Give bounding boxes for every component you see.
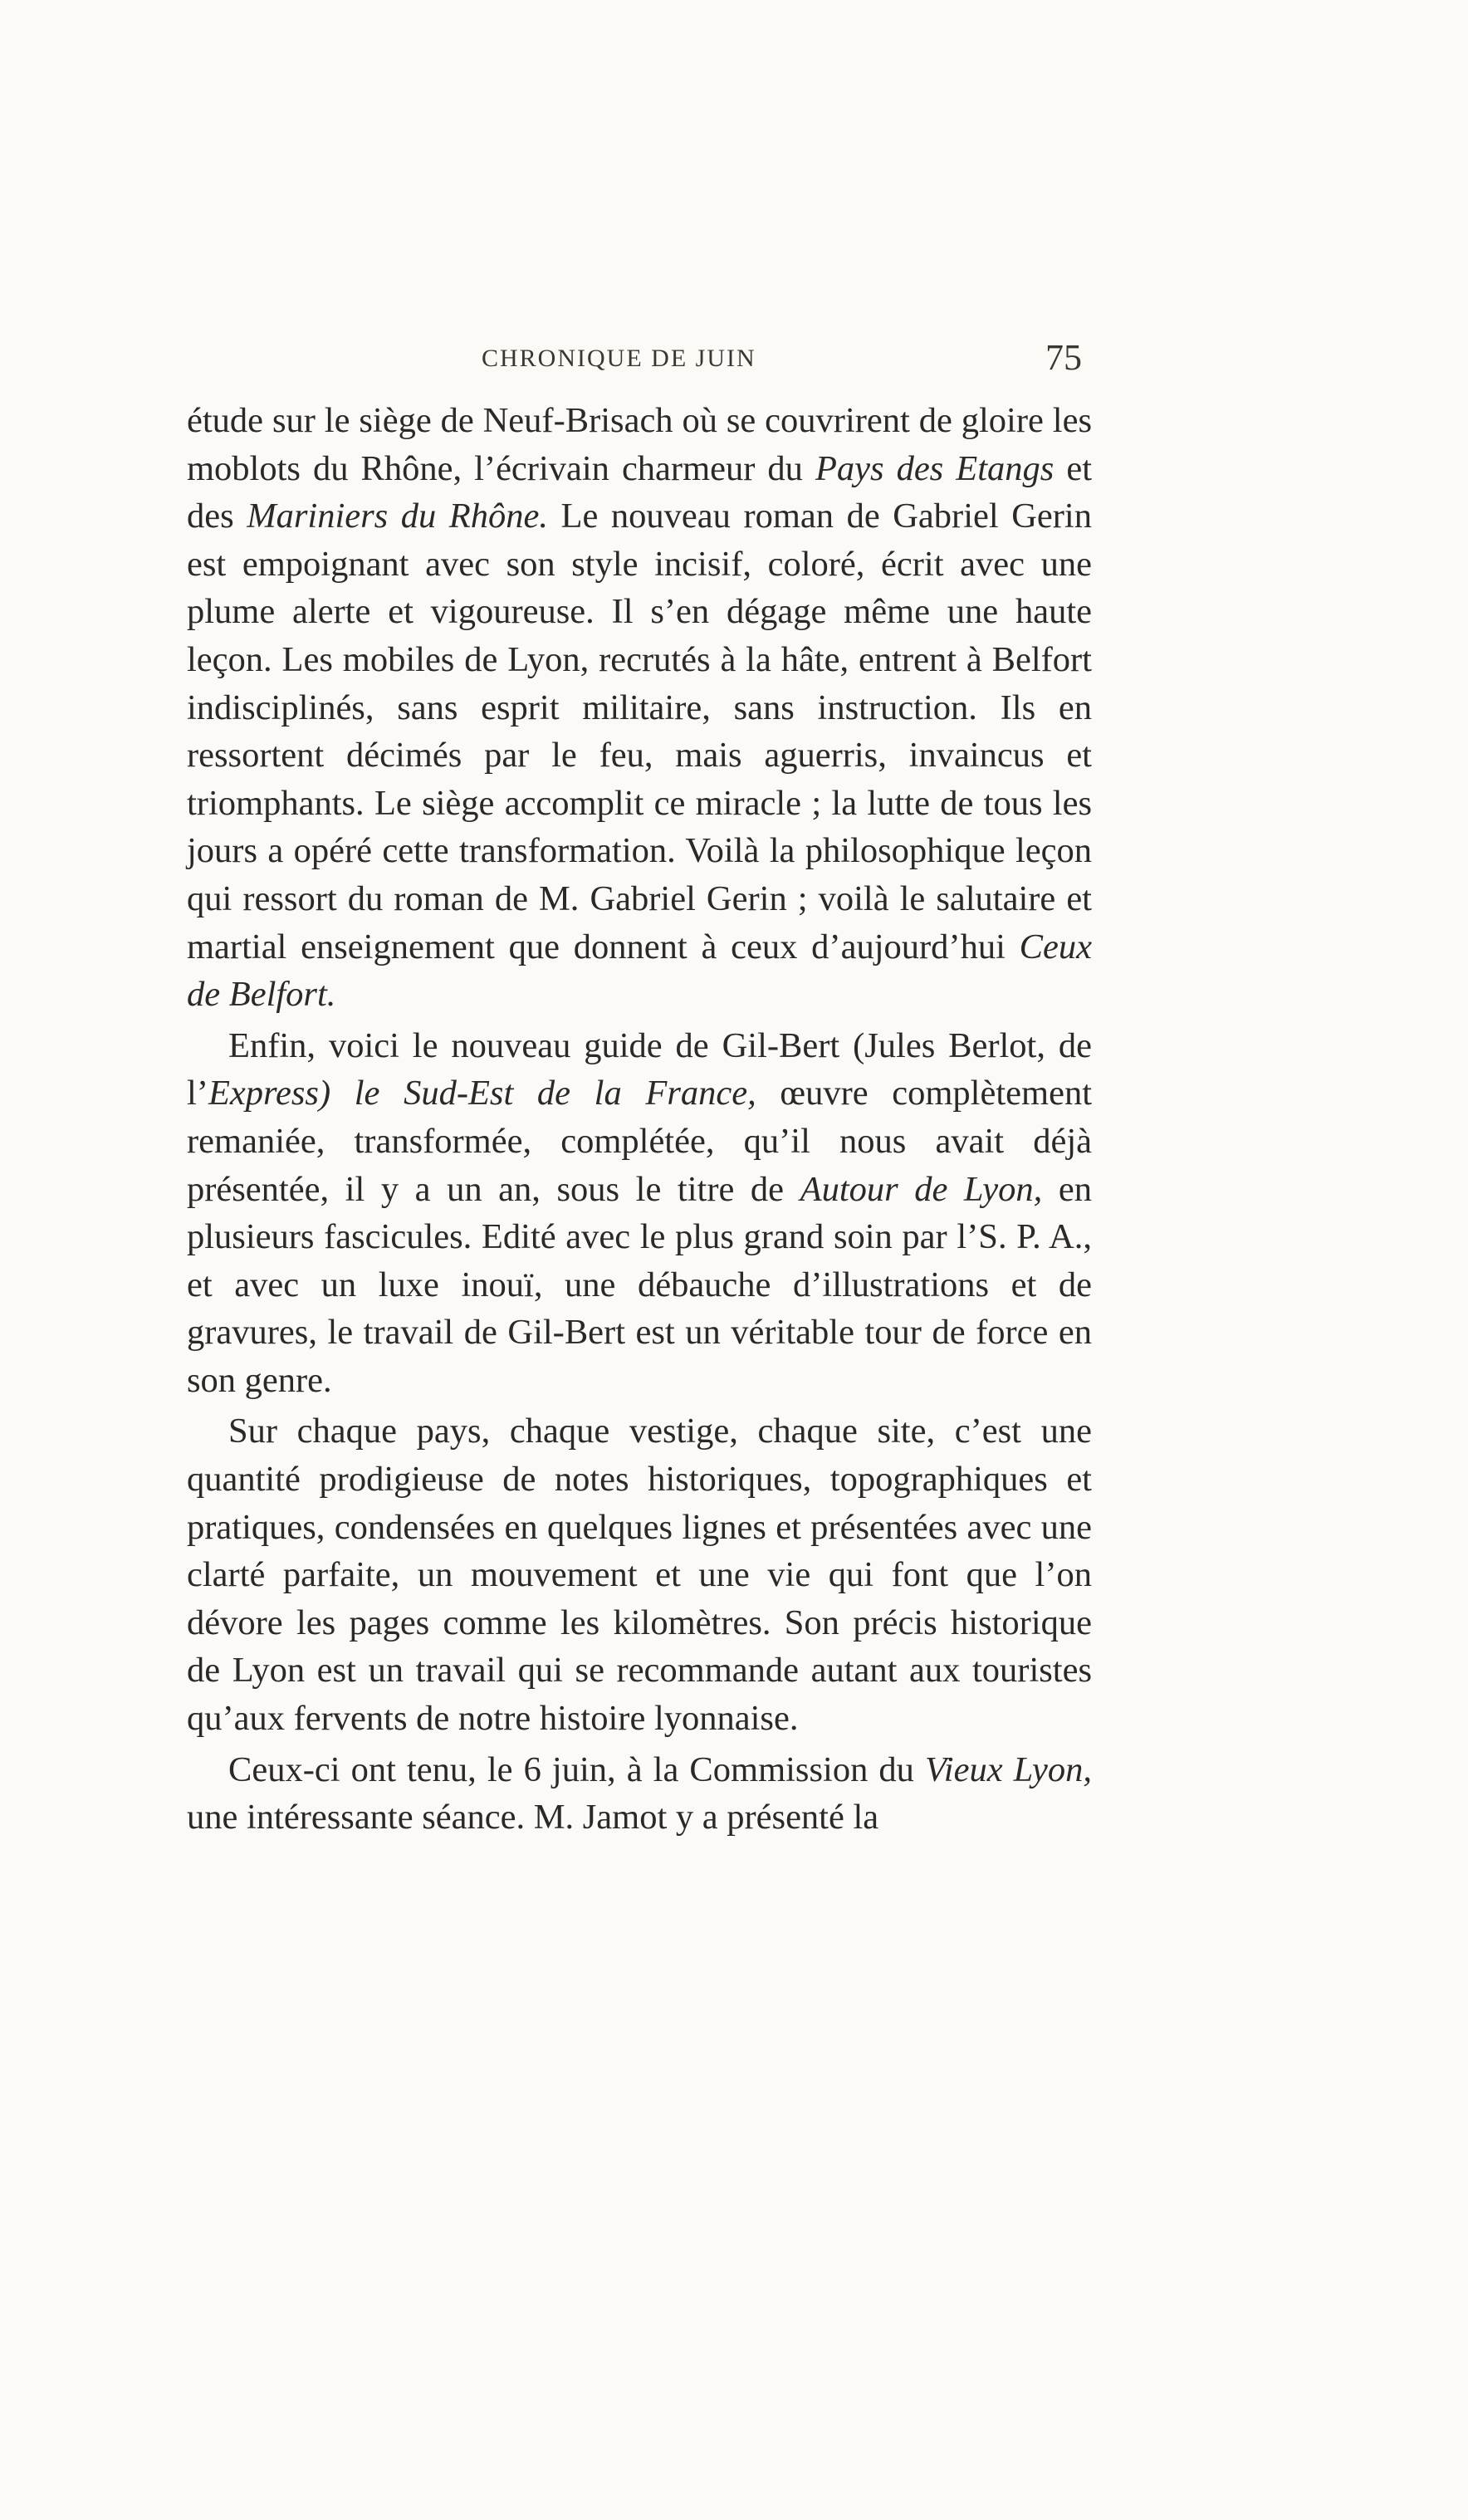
paragraph bbox=[187, 397, 1092, 1019]
text-run: œuvre complètement remaniée, transformée, complétée, qu’il nous avait déjà présentée, il y a un an, sous le titre de bbox=[187, 1074, 1092, 1209]
page-header bbox=[187, 336, 1092, 394]
text-run: une intéressante séance. M. Jamot y a présenté la bbox=[187, 1798, 879, 1837]
paragraph bbox=[187, 1746, 1092, 1842]
paragraph bbox=[187, 1407, 1092, 1742]
text-run: Sur chaque pays, chaque vestige, chaque site, c’est une quantité prodigieuse de notes historiques, topographiques et pratiques, condensées en quelques lignes et présentées avec une clarté parfaite, un mouvement et une vie qui font que l’on dévore les pages comme les kilomètres. Son précis historique de Lyon est un travail qui se recommande autant aux touristes qu’aux fervents de notre histoire lyonnaise. bbox=[187, 1412, 1092, 1739]
text-run: et des bbox=[187, 448, 1093, 536]
italic-title: Mariniers du Rhône. bbox=[247, 497, 548, 536]
italic-title: Vieux Lyon, bbox=[924, 1749, 1092, 1789]
page-number: 75 bbox=[1045, 337, 1082, 378]
text-run: étude sur le siège de Neuf-Brisach où se couvrirent de gloire les moblots du Rhône, l’écrivain charmeur du bbox=[187, 401, 1092, 488]
italic-title: Pays des Etangs bbox=[815, 448, 1055, 488]
paragraph bbox=[187, 1022, 1092, 1405]
text-run: en plusieurs fascicules. Edité avec le plus grand soin par l’S. P. A., et avec un luxe inouï, une débauche d’illustrations et de gravures, le travail de Gil-Bert est un véritable tour de force en son genre. bbox=[187, 1169, 1092, 1400]
italic-title: Express) le Sud-Est de la France, bbox=[208, 1074, 756, 1113]
text-run: Ceux-ci ont tenu, le 6 juin, à la Commission du bbox=[228, 1749, 925, 1789]
text-run: Enfin, voici le nouveau guide de Gil-Bert (Jules Berlot, de l’ bbox=[187, 1025, 1092, 1113]
running-title: CHRONIQUE DE JUIN bbox=[482, 345, 756, 372]
italic-title: Autour de Lyon, bbox=[800, 1169, 1043, 1209]
text-run: Le nouveau roman de Gabriel Gerin est empoignant avec son style incisif, coloré, écrit avec une plume alerte et vigoureuse. Il s’en dégage même une haute leçon. Les mobiles de Lyon, recrutés à la hâte, entrent à Belfort indisciplinés, sans esprit militaire, sans instruction. Ils en ressortent décimés par le feu, mais aguerris, invaincus et triomphants. Le siège accomplit ce miracle ; la lutte de tous les jours a opéré cette transformation. Voilà la philosophique leçon qui ressort du roman de M. Gabriel Gerin ; voilà le salutaire et martial enseignement que donnent à ceux d’aujourd’hui bbox=[187, 497, 1092, 966]
italic-title: Ceux de Belfort. bbox=[187, 927, 1092, 1015]
body-text bbox=[187, 397, 1092, 1842]
